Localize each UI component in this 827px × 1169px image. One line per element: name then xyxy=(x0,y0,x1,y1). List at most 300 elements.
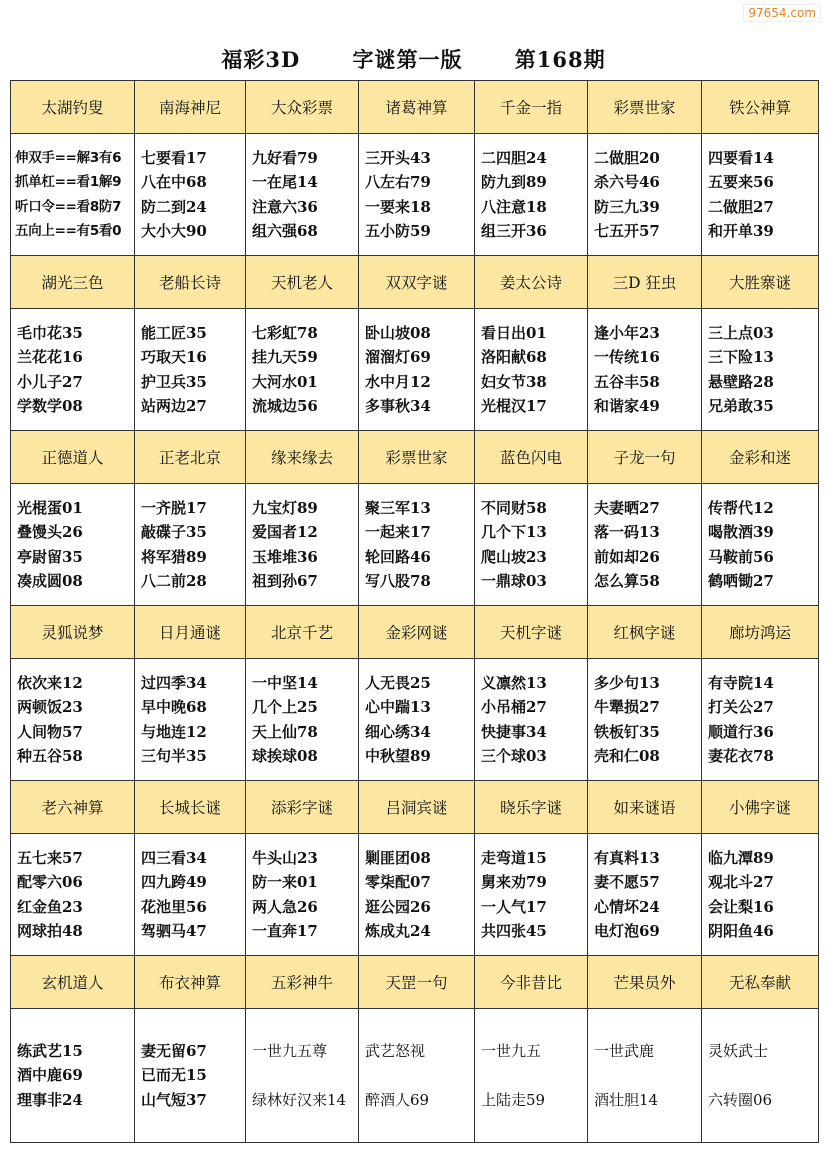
riddle-line: 九好看79 xyxy=(252,148,318,167)
riddle-cell xyxy=(588,659,702,781)
riddle-line: 轮回路46 xyxy=(365,547,431,566)
riddle-cell xyxy=(11,1009,135,1143)
riddle-line: 临九潭89 xyxy=(708,848,774,867)
riddle-lines xyxy=(359,496,474,594)
column-header: 老六神算 xyxy=(11,781,135,834)
riddle-line: 阴阳鱼46 xyxy=(708,922,774,940)
riddle-line: 喝散酒39 xyxy=(708,523,774,541)
riddle-line: 两人急26 xyxy=(252,897,318,916)
riddle-line: 溜溜灯69 xyxy=(365,348,431,366)
riddle-line: 伸双手==解3有6 xyxy=(15,149,122,166)
riddle-cell xyxy=(702,309,819,431)
riddle-line xyxy=(365,1063,474,1088)
riddle-cell xyxy=(588,484,702,606)
riddle-line: 义凛然13 xyxy=(481,673,547,692)
riddle-cell xyxy=(702,1009,819,1143)
column-header: 廊坊鸿运 xyxy=(702,606,819,659)
riddle-line: 五要来56 xyxy=(708,173,774,191)
riddle-row xyxy=(11,834,819,956)
riddle-row xyxy=(11,1009,819,1143)
riddle-line: 马鞍前56 xyxy=(708,547,774,566)
riddle-line xyxy=(481,1063,587,1088)
riddle-line: 八二前28 xyxy=(141,572,207,590)
header-row xyxy=(11,606,819,659)
riddle-line: 兄弟敢35 xyxy=(708,397,774,415)
riddle-lines xyxy=(702,846,818,944)
riddle-line: 一要来18 xyxy=(365,197,431,216)
riddle-lines xyxy=(475,146,587,244)
riddle-line: 上陆走59 xyxy=(481,1090,546,1109)
riddle-row xyxy=(11,484,819,606)
riddle-line: 共四张45 xyxy=(481,922,547,940)
column-header: 铁公神算 xyxy=(702,81,819,134)
riddle-cell xyxy=(135,309,246,431)
riddle-line: 逛公园26 xyxy=(365,897,431,916)
riddle-line: 三开头43 xyxy=(365,148,431,167)
riddle-line: 几个上25 xyxy=(252,698,318,716)
riddle-line: 夫妻晒27 xyxy=(594,498,660,517)
column-header: 无私奉献 xyxy=(702,956,819,1009)
riddle-line: 酒中鹿69 xyxy=(17,1066,83,1085)
riddle-line: 防一来01 xyxy=(252,873,318,891)
header-row xyxy=(11,956,819,1009)
page-title xyxy=(0,44,827,74)
riddle-line: 心情坏24 xyxy=(594,897,660,916)
riddle-lines xyxy=(475,671,587,769)
riddle-lines xyxy=(475,846,587,944)
riddle-line xyxy=(594,1063,701,1088)
column-header: 彩票世家 xyxy=(359,431,475,484)
riddle-line: 洛阳献68 xyxy=(481,348,547,366)
column-header: 正老北京 xyxy=(135,431,246,484)
riddle-line: 红金鱼23 xyxy=(17,897,83,916)
column-header: 天机字谜 xyxy=(475,606,588,659)
riddle-line: 五七来57 xyxy=(17,848,83,867)
riddle-line: 看日出01 xyxy=(481,323,547,342)
column-header: 大众彩票 xyxy=(246,81,359,134)
riddle-line: 巧取天16 xyxy=(141,348,207,366)
riddle-line: 三句半35 xyxy=(141,747,207,765)
riddle-line: 零柒配07 xyxy=(365,873,431,891)
riddle-line: 八在中68 xyxy=(141,173,207,191)
riddle-line: 灵妖武士 xyxy=(708,1041,769,1060)
riddle-line: 怎么算58 xyxy=(594,572,660,590)
riddle-line: 挂九天59 xyxy=(252,348,318,366)
riddle-line: 驾驷马47 xyxy=(141,922,207,940)
riddle-line: 将军猎89 xyxy=(141,547,207,566)
riddle-line: 玉堆堆36 xyxy=(252,547,318,566)
riddle-cell xyxy=(702,134,819,256)
riddle-line: 学数学08 xyxy=(17,397,83,415)
riddle-line: 打关公27 xyxy=(708,698,774,716)
riddle-lines xyxy=(475,1039,587,1113)
riddle-line: 电灯泡69 xyxy=(594,922,660,940)
riddle-cell xyxy=(11,134,135,256)
column-header: 彩票世家 xyxy=(588,81,702,134)
riddle-line: 爬山坡23 xyxy=(481,547,547,566)
riddle-line: 小吊桶27 xyxy=(481,698,547,716)
riddle-lines xyxy=(135,146,245,244)
riddle-lines xyxy=(702,321,818,419)
header-row xyxy=(11,781,819,834)
riddle-line: 花池里56 xyxy=(141,897,207,916)
riddle-cell xyxy=(588,1009,702,1143)
riddle-lines xyxy=(359,321,474,419)
column-header: 今非昔比 xyxy=(475,956,588,1009)
riddle-lines xyxy=(11,146,134,244)
riddle-lines xyxy=(246,496,358,594)
riddle-cell xyxy=(359,1009,475,1143)
riddle-lines xyxy=(11,1039,134,1113)
riddle-line: 铁板钉35 xyxy=(594,722,660,741)
column-header: 日月通谜 xyxy=(135,606,246,659)
riddle-cell xyxy=(475,134,588,256)
riddle-lines xyxy=(475,321,587,419)
riddle-line: 水中月12 xyxy=(365,372,431,391)
riddle-line: 组三开36 xyxy=(481,222,547,240)
riddle-lines xyxy=(135,846,245,944)
riddle-line: 练武艺15 xyxy=(17,1041,83,1060)
riddle-line: 炼成丸24 xyxy=(365,922,431,940)
riddle-line: 凑成圆08 xyxy=(17,572,83,590)
riddle-line: 壳和仁08 xyxy=(594,747,660,765)
riddle-table xyxy=(10,80,819,1143)
riddle-line: 一中坚14 xyxy=(252,673,318,692)
riddle-line: 山气短37 xyxy=(141,1090,207,1109)
riddle-line: 前如却26 xyxy=(594,547,660,566)
riddle-line: 一传统16 xyxy=(594,348,660,366)
riddle-line: 妇女节38 xyxy=(481,372,547,391)
riddle-line: 五谷丰58 xyxy=(594,372,660,391)
riddle-line: 一起来17 xyxy=(365,523,431,541)
riddle-line: 两顿饭23 xyxy=(17,698,83,716)
riddle-line: 配零六06 xyxy=(17,873,83,891)
riddle-line: 悬壁路28 xyxy=(708,372,774,391)
riddle-line: 醉酒人69 xyxy=(365,1090,430,1109)
riddle-lines xyxy=(11,321,134,419)
riddle-line: 一世九五尊 xyxy=(252,1041,328,1060)
riddle-cell xyxy=(588,309,702,431)
riddle-cell xyxy=(135,484,246,606)
riddle-line: 会让梨16 xyxy=(708,897,774,916)
riddle-lines xyxy=(702,496,818,594)
riddle-line: 毛巾花35 xyxy=(17,323,83,342)
column-header: 天机老人 xyxy=(246,256,359,309)
column-header: 添彩字谜 xyxy=(246,781,359,834)
riddle-lines xyxy=(588,496,701,594)
column-header: 老船长诗 xyxy=(135,256,246,309)
riddle-lines xyxy=(588,146,701,244)
riddle-line: 叠馒头26 xyxy=(17,523,83,541)
riddle-line: 五小防59 xyxy=(365,222,431,240)
column-header: 正德道人 xyxy=(11,431,135,484)
riddle-line: 不同财58 xyxy=(481,498,547,517)
riddle-line: 一鼎球03 xyxy=(481,572,547,590)
riddle-line: 流城边56 xyxy=(252,397,318,415)
riddle-line: 鹤哂锄27 xyxy=(708,572,774,590)
riddle-line: 一世九五 xyxy=(481,1041,542,1060)
riddle-line: 理事非24 xyxy=(17,1090,83,1109)
riddle-line: 爱国者12 xyxy=(252,523,318,541)
riddle-cell xyxy=(135,659,246,781)
riddle-line: 快捷事34 xyxy=(481,722,547,741)
riddle-line: 一直奔17 xyxy=(252,922,318,940)
column-header: 姜太公诗 xyxy=(475,256,588,309)
riddle-line: 观北斗27 xyxy=(708,873,774,891)
riddle-line: 八左右79 xyxy=(365,173,431,191)
riddle-cell xyxy=(702,659,819,781)
riddle-line: 有寺院14 xyxy=(708,673,774,692)
riddle-line: 注意六36 xyxy=(252,197,318,216)
riddle-cell xyxy=(475,1009,588,1143)
riddle-line: 种五谷58 xyxy=(17,747,83,765)
riddle-lines xyxy=(11,671,134,769)
header-row xyxy=(11,256,819,309)
riddle-line: 武艺怒视 xyxy=(365,1041,426,1060)
riddle-line xyxy=(252,1063,358,1088)
riddle-lines xyxy=(359,846,474,944)
riddle-line: 三个球03 xyxy=(481,747,547,765)
riddle-line: 聚三军13 xyxy=(365,498,431,517)
riddle-cell xyxy=(11,659,135,781)
riddle-line: 大河水01 xyxy=(252,372,318,391)
riddle-lines xyxy=(359,1039,474,1113)
riddle-line: 卧山坡08 xyxy=(365,323,431,342)
riddle-lines xyxy=(359,146,474,244)
riddle-lines xyxy=(11,496,134,594)
riddle-line: 早中晚68 xyxy=(141,698,207,716)
column-header: 小佛字谜 xyxy=(702,781,819,834)
riddle-cell xyxy=(11,834,135,956)
column-header: 千金一指 xyxy=(475,81,588,134)
riddle-line: 防二到24 xyxy=(141,197,207,216)
riddle-line: 七彩虹78 xyxy=(252,323,318,342)
riddle-line: 二四胆24 xyxy=(481,148,547,167)
riddle-line: 八注意18 xyxy=(481,197,547,216)
riddle-line: 抓单杠==看1解9 xyxy=(15,174,122,190)
column-header: 大胜寨谜 xyxy=(702,256,819,309)
riddle-line: 传帮代12 xyxy=(708,498,774,517)
riddle-lines xyxy=(135,321,245,419)
riddle-lines xyxy=(246,846,358,944)
riddle-line: 杀六号46 xyxy=(594,173,660,191)
riddle-row xyxy=(11,134,819,256)
column-header: 芒果员外 xyxy=(588,956,702,1009)
riddle-cell xyxy=(475,309,588,431)
riddle-line: 站两边27 xyxy=(141,397,207,415)
riddle-cell xyxy=(246,659,359,781)
riddle-row xyxy=(11,309,819,431)
riddle-line: 能工匠35 xyxy=(141,323,207,342)
column-header: 吕洞宾谜 xyxy=(359,781,475,834)
riddle-line: 妻不愿57 xyxy=(594,873,660,891)
column-header: 三D 狂虫 xyxy=(588,256,702,309)
riddle-lines xyxy=(11,846,134,944)
riddle-line: 写八股78 xyxy=(365,572,431,590)
riddle-cell xyxy=(475,659,588,781)
riddle-line: 妻无留67 xyxy=(141,1041,207,1060)
riddle-line: 敲碟子35 xyxy=(141,523,207,541)
riddle-cell xyxy=(246,484,359,606)
riddle-line: 亭尉留35 xyxy=(17,547,83,566)
riddle-lines xyxy=(702,146,818,244)
riddle-cell xyxy=(246,134,359,256)
riddle-line: 网球拍48 xyxy=(17,922,83,940)
column-header: 太湖钓叟 xyxy=(11,81,135,134)
riddle-cell xyxy=(135,834,246,956)
column-header: 金彩和迷 xyxy=(702,431,819,484)
riddle-cell xyxy=(702,834,819,956)
riddle-line: 七五开57 xyxy=(594,222,660,240)
riddle-cell xyxy=(246,309,359,431)
riddle-line: 一在尾14 xyxy=(252,173,318,191)
riddle-line: 听口令==看8防7 xyxy=(15,198,122,215)
riddle-line: 依次来12 xyxy=(17,673,83,692)
title-name: 字谜第一版 xyxy=(352,47,463,72)
riddle-line: 五向上==有5看0 xyxy=(15,223,122,239)
riddle-line: 几个下13 xyxy=(481,523,547,541)
riddle-cell xyxy=(359,484,475,606)
riddle-line: 大小大90 xyxy=(141,222,207,240)
riddle-line: 心中踹13 xyxy=(365,698,431,716)
riddle-line: 人间物57 xyxy=(17,722,83,741)
column-header: 五彩神牛 xyxy=(246,956,359,1009)
riddle-cell xyxy=(588,134,702,256)
riddle-cell xyxy=(246,834,359,956)
column-header: 湖光三色 xyxy=(11,256,135,309)
column-header: 长城长谜 xyxy=(135,781,246,834)
column-header: 金彩网谜 xyxy=(359,606,475,659)
site-watermark: 97654.com xyxy=(743,4,821,22)
riddle-lines xyxy=(475,496,587,594)
column-header: 南海神尼 xyxy=(135,81,246,134)
riddle-line: 三下险13 xyxy=(708,348,774,366)
riddle-line: 多少句13 xyxy=(594,673,660,692)
column-header: 蓝色闪电 xyxy=(475,431,588,484)
riddle-line: 天上仙78 xyxy=(252,722,318,741)
riddle-line: 和开单39 xyxy=(708,222,774,240)
riddle-line: 顺道行36 xyxy=(708,722,774,741)
riddle-line: 舅来劝79 xyxy=(481,873,547,891)
riddle-cell xyxy=(359,134,475,256)
riddle-line: 中秋望89 xyxy=(365,747,431,765)
riddle-line: 落一码13 xyxy=(594,523,660,541)
riddle-lines xyxy=(588,321,701,419)
column-header: 子龙一句 xyxy=(588,431,702,484)
riddle-line: 球挨球08 xyxy=(252,747,318,765)
riddle-line: 四九跨49 xyxy=(141,873,207,891)
riddle-line: 有真料13 xyxy=(594,848,660,867)
riddle-lines xyxy=(588,671,701,769)
riddle-line: 九宝灯89 xyxy=(252,498,318,517)
riddle-cell xyxy=(11,484,135,606)
column-header: 布衣神算 xyxy=(135,956,246,1009)
riddle-lines xyxy=(702,671,818,769)
riddle-lines xyxy=(359,671,474,769)
column-header: 灵狐说梦 xyxy=(11,606,135,659)
column-header: 北京千艺 xyxy=(246,606,359,659)
riddle-line: 组六强68 xyxy=(252,222,318,240)
riddle-lines xyxy=(588,1039,701,1113)
riddle-line: 防九到89 xyxy=(481,173,547,191)
riddle-line: 六转圈06 xyxy=(708,1090,773,1109)
riddle-line: 光棍汉17 xyxy=(481,397,547,415)
riddle-lines xyxy=(588,846,701,944)
riddle-line: 人无畏25 xyxy=(365,673,431,692)
riddle-line: 牛头山23 xyxy=(252,848,318,867)
riddle-line: 四要看14 xyxy=(708,148,774,167)
column-header: 红枫字谜 xyxy=(588,606,702,659)
column-header: 诸葛神算 xyxy=(359,81,475,134)
riddle-line: 妻花衣78 xyxy=(708,747,774,765)
column-header: 如来谜语 xyxy=(588,781,702,834)
header-row xyxy=(11,431,819,484)
riddle-line: 祖到孙67 xyxy=(252,572,318,590)
riddle-cell xyxy=(135,134,246,256)
riddle-line: 光棍蛋01 xyxy=(17,498,83,517)
riddle-cell xyxy=(702,484,819,606)
header-row xyxy=(11,81,819,134)
riddle-cell xyxy=(135,1009,246,1143)
riddle-line: 牛犟损27 xyxy=(594,698,660,716)
title-lottery: 福彩3D xyxy=(221,47,301,72)
riddle-line: 四三看34 xyxy=(141,848,207,867)
riddle-cell xyxy=(11,309,135,431)
column-header: 缘来缘去 xyxy=(246,431,359,484)
riddle-line: 防三九39 xyxy=(594,197,660,216)
riddle-cell xyxy=(359,309,475,431)
riddle-line: 多事秋34 xyxy=(365,397,431,415)
riddle-line: 剿匪团08 xyxy=(365,848,431,867)
riddle-line: 二做胆20 xyxy=(594,148,660,167)
riddle-cell xyxy=(475,834,588,956)
riddle-lines xyxy=(702,1039,818,1113)
riddle-lines xyxy=(135,496,245,594)
riddle-lines xyxy=(135,671,245,769)
riddle-line: 七要看17 xyxy=(141,148,207,167)
riddle-line: 小儿子27 xyxy=(17,372,83,391)
column-header: 玄机道人 xyxy=(11,956,135,1009)
riddle-cell xyxy=(359,659,475,781)
riddle-line: 已而无15 xyxy=(141,1066,207,1085)
riddle-cell xyxy=(588,834,702,956)
riddle-line xyxy=(708,1063,818,1088)
title-issue: 第168期 xyxy=(514,47,606,72)
riddle-line: 护卫兵35 xyxy=(141,372,207,391)
riddle-line: 一人气17 xyxy=(481,897,547,916)
riddle-cell xyxy=(475,484,588,606)
riddle-line: 过四季34 xyxy=(141,673,207,692)
riddle-line: 三上点03 xyxy=(708,323,774,342)
riddle-line: 细心绣34 xyxy=(365,722,431,741)
column-header: 双双字谜 xyxy=(359,256,475,309)
riddle-cell xyxy=(246,1009,359,1143)
riddle-lines xyxy=(246,1039,358,1113)
riddle-line: 二做胆27 xyxy=(708,197,774,216)
riddle-line: 兰花花16 xyxy=(17,348,83,366)
column-header: 晓乐字谜 xyxy=(475,781,588,834)
column-header: 天罡一句 xyxy=(359,956,475,1009)
riddle-cell xyxy=(359,834,475,956)
riddle-line: 一齐脱17 xyxy=(141,498,207,517)
riddle-line: 走弯道15 xyxy=(481,848,547,867)
riddle-lines xyxy=(246,671,358,769)
riddle-lines xyxy=(246,321,358,419)
riddle-line: 酒壮胆14 xyxy=(594,1090,659,1109)
riddle-row xyxy=(11,659,819,781)
riddle-lines xyxy=(135,1039,245,1113)
riddle-line: 与地连12 xyxy=(141,722,207,741)
